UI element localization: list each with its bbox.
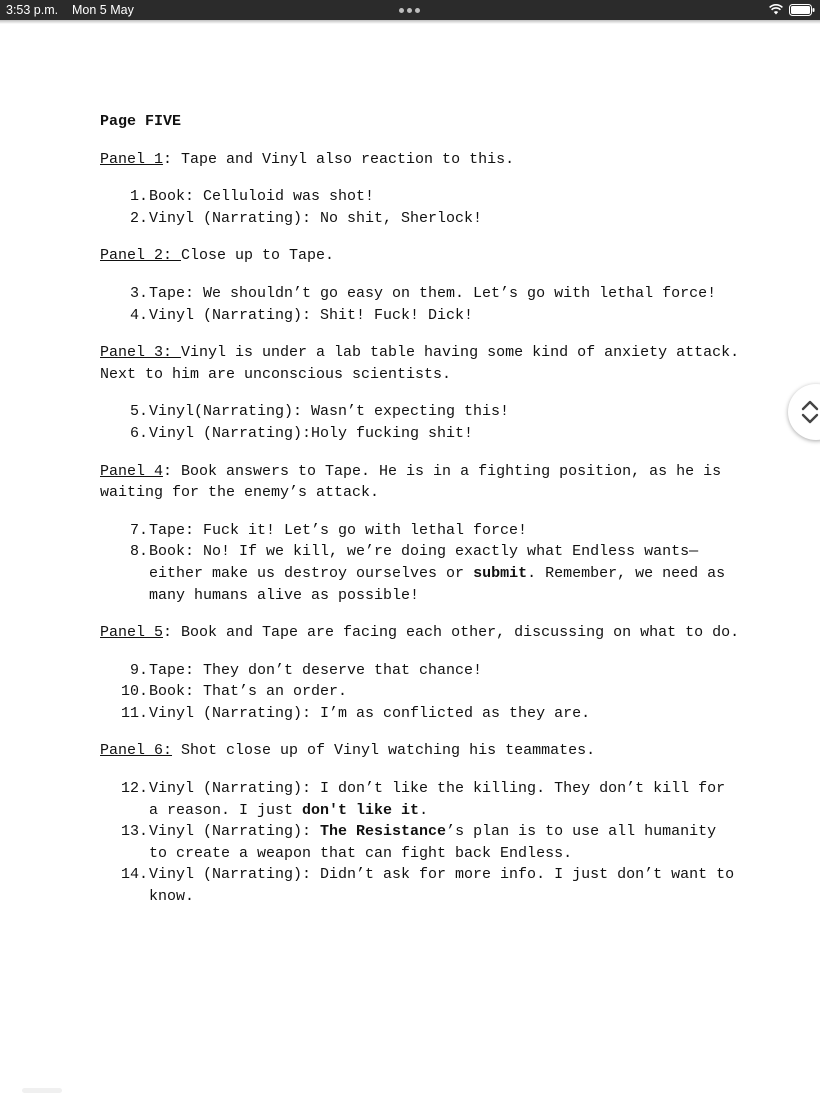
item-text: Book: No! If we kill, we’re doing exactly what Endless wants—either make us destroy ourselves or [149, 543, 699, 582]
panel-description [100, 342, 740, 385]
item-number: 5. [129, 403, 148, 421]
panel-label: Panel 5 [100, 624, 164, 642]
item-text: Book: That’s an order. [149, 683, 348, 701]
item-number: 9. [129, 661, 148, 679]
dialogue-item [100, 681, 740, 703]
item-number: 14. [120, 866, 148, 884]
item-number: 12. [120, 780, 148, 798]
item-text: Tape: They don’t deserve that chance! [149, 661, 483, 679]
dialogue-item [100, 401, 740, 423]
panel-label: Panel 1 [100, 150, 164, 168]
chevron-up-down-icon [800, 398, 820, 426]
item-bold-text: The Resistance [320, 823, 447, 841]
item-text: ’s plan is to use all humanity to create a weapon that can fight back Endless. [149, 823, 717, 862]
battery-icon [789, 4, 815, 16]
item-number: 7. [129, 521, 148, 539]
panel-text: : Book and Tape are facing each other, discussing on what to do. [163, 624, 740, 642]
item-text: Vinyl (Narrating): [149, 823, 321, 841]
dialogue-list [100, 401, 740, 444]
panel-label: Panel 2: [100, 247, 182, 265]
dialogue-list [100, 283, 740, 326]
dialogue-item [100, 541, 740, 606]
dialogue-item [100, 283, 740, 305]
item-number: 6. [129, 424, 148, 442]
panel-label: Panel 6: [100, 742, 173, 760]
dialogue-item [100, 305, 740, 327]
item-text: Tape: Fuck it! Let’s go with lethal force! [149, 521, 528, 539]
scroll-control-button[interactable] [788, 384, 820, 440]
page-edge-mark [22, 1088, 62, 1093]
document-page [100, 111, 740, 924]
status-bar [0, 0, 820, 20]
panel-description [100, 740, 740, 762]
dialogue-item [100, 821, 740, 864]
panel-text: Vinyl is under a lab table having some kind of anxiety attack. Next to him are unconscious scientists. [100, 344, 740, 383]
item-text: Vinyl (Narrating): I’m as conflicted as they are. [149, 704, 591, 722]
dialogue-list [100, 520, 740, 606]
panel-description [100, 245, 740, 267]
item-number: 1. [129, 188, 148, 206]
item-text: . [419, 801, 429, 819]
dialogue-item [100, 778, 740, 821]
item-text: Vinyl (Narrating): No shit, Sherlock! [149, 209, 483, 227]
item-number: 4. [129, 306, 148, 324]
dialogue-item [100, 660, 740, 682]
dialogue-item [100, 703, 740, 725]
wifi-icon [769, 4, 783, 15]
panel-label: Panel 3: [100, 344, 182, 362]
panel-text: : Tape and Vinyl also reaction to this. [163, 150, 515, 168]
item-number: 13. [120, 823, 148, 841]
item-number: 10. [120, 683, 148, 701]
status-date: Mon 5 May [72, 3, 134, 17]
status-time: 3:53 p.m. [6, 3, 59, 17]
item-text: Vinyl (Narrating): I don’t like the killing. They don’t kill for a reason. I just [149, 780, 726, 819]
item-bold-text: submit [473, 564, 528, 582]
dialogue-item [100, 423, 740, 445]
item-text: Book: Celluloid was shot! [149, 188, 375, 206]
dialogue-item [100, 186, 740, 208]
panel-text: Shot close up of Vinyl watching his teammates. [172, 742, 596, 760]
item-text: . Remember, we need as many humans alive as possible! [149, 564, 726, 604]
dialogue-item [100, 208, 740, 230]
panel-text: : Book answers to Tape. He is in a fighting position, as he is waiting for the enemy’s attack. [100, 462, 722, 502]
panel-description [100, 622, 740, 644]
panel-label: Panel 4 [100, 462, 164, 480]
panel-description [100, 149, 740, 171]
item-number: 8. [129, 543, 148, 561]
item-number: 2. [129, 209, 148, 227]
item-bold-text: don't like it [302, 801, 420, 819]
item-number: 11. [120, 704, 148, 722]
item-text: Vinyl(Narrating): Wasn’t expecting this! [149, 403, 510, 421]
dialogue-item [100, 520, 740, 542]
multitask-dots-icon[interactable] [399, 8, 423, 13]
panel-text: Close up to Tape. [181, 247, 335, 265]
item-text: Tape: We shouldn’t go easy on them. Let’s go with lethal force! [149, 284, 717, 302]
dialogue-list [100, 778, 740, 908]
dialogue-item [100, 864, 740, 907]
item-text: Vinyl (Narrating):Holy fucking shit! [149, 424, 474, 442]
dialogue-list [100, 660, 740, 725]
status-bar-shadow [0, 20, 820, 24]
dialogue-list [100, 186, 740, 229]
page-heading: Page FIVE [100, 113, 182, 130]
panel-description [100, 461, 740, 504]
item-number: 3. [129, 284, 148, 302]
item-text: Vinyl (Narrating): Shit! Fuck! Dick! [149, 306, 474, 324]
item-text: Vinyl (Narrating): Didn’t ask for more info. I just don’t want to know. [149, 866, 735, 906]
